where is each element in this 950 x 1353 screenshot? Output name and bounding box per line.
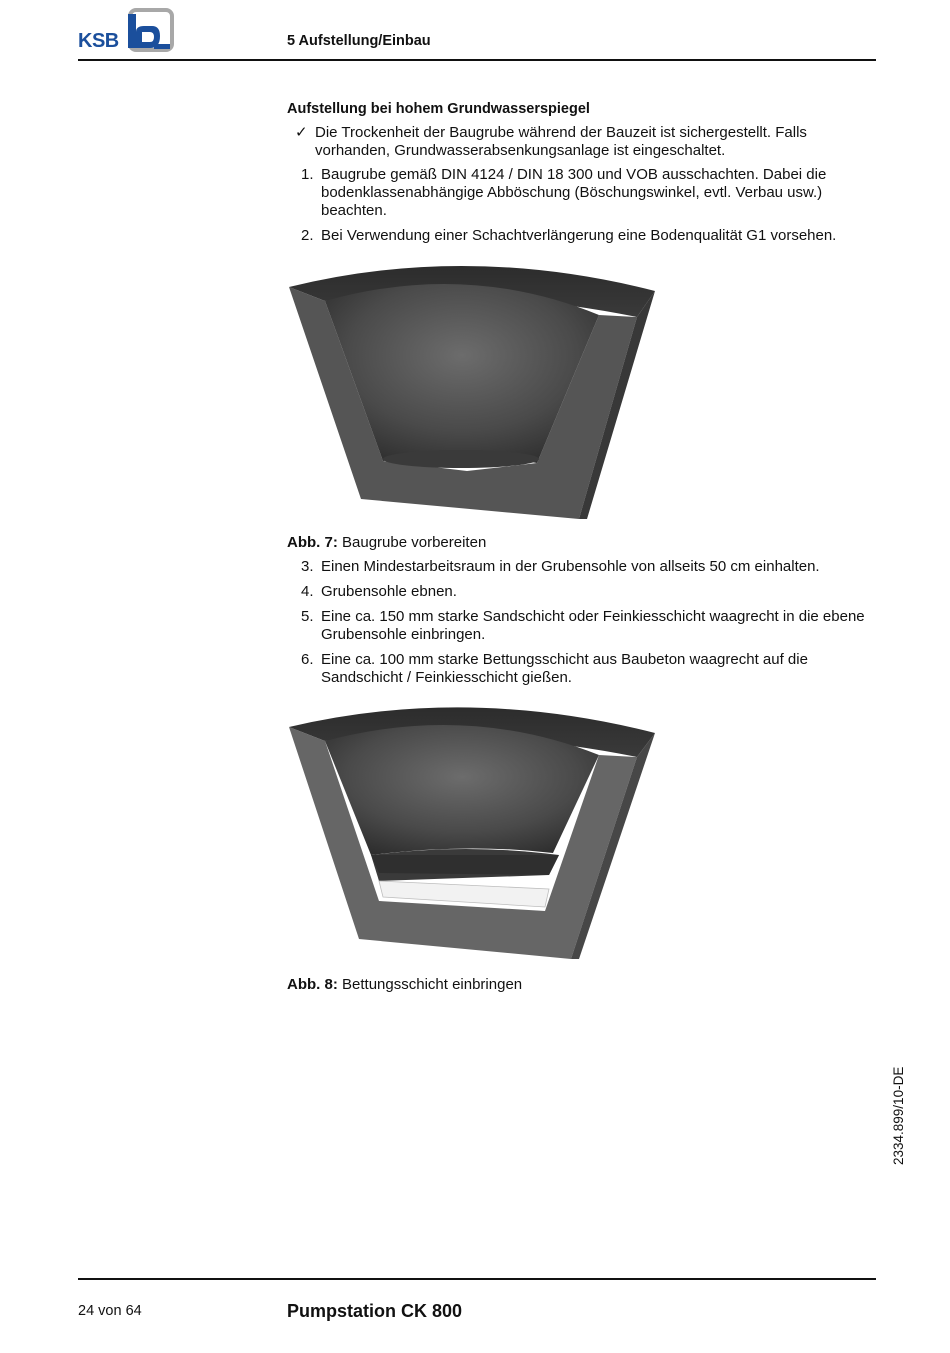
figure-caption bbox=[287, 976, 877, 994]
list-item bbox=[287, 558, 877, 576]
header-rule bbox=[78, 59, 876, 61]
footer-rule bbox=[78, 1278, 876, 1280]
ksb-logo-mark-icon bbox=[126, 8, 174, 54]
step-text: Grubensohle ebnen. bbox=[321, 583, 457, 600]
ksb-logo bbox=[78, 8, 176, 54]
step-text: Eine ca. 150 mm starke Sandschicht oder Feinkiesschicht waagrecht in die ebene Grubensohle einbringen. bbox=[321, 608, 865, 643]
step-number: 3. bbox=[301, 558, 314, 575]
figure-caption-text: Baugrube vorbereiten bbox=[342, 534, 487, 551]
step-text: Baugrube gemäß DIN 4124 / DIN 18 300 und VOB ausschachten. Dabei die bodenklassenabhängige Abböschung (Böschungswinkel, evtl. Verbau usw.) beachten. bbox=[321, 166, 827, 219]
figure-label: Abb. 7: bbox=[287, 534, 338, 551]
bedding-layer-illustration bbox=[287, 703, 667, 965]
steps-list-b bbox=[287, 558, 877, 687]
check-item bbox=[287, 124, 877, 160]
document-code: 2334.899/10-DE bbox=[891, 1066, 906, 1165]
section-heading: Aufstellung bei hohem Grundwasserspiegel bbox=[287, 101, 590, 117]
step-number: 5. bbox=[301, 608, 314, 625]
page-number: 24 von 64 bbox=[78, 1303, 142, 1319]
list-item bbox=[287, 608, 877, 644]
step-number: 1. bbox=[301, 166, 314, 183]
list-item bbox=[287, 227, 877, 245]
step-text: Bei Verwendung einer Schachtverlängerung eine Bodenqualität G1 vorsehen. bbox=[321, 227, 837, 244]
step-number: 4. bbox=[301, 583, 314, 600]
list-item bbox=[287, 166, 877, 220]
step-number: 2. bbox=[301, 227, 314, 244]
header-section-title: 5 Aufstellung/Einbau bbox=[287, 33, 431, 49]
check-item-text: Die Trockenheit der Baugrube während der Bauzeit ist sichergestellt. Falls vorhanden, Grundwasserabsenkungsanlage ist eingeschaltet. bbox=[315, 124, 807, 159]
document-title: Pumpstation CK 800 bbox=[287, 1301, 463, 1321]
figure-caption-text: Bettungsschicht einbringen bbox=[342, 976, 523, 993]
figure-caption bbox=[287, 534, 877, 552]
step-number: 6. bbox=[301, 651, 314, 668]
list-item bbox=[287, 583, 877, 601]
logo-text: KSB bbox=[78, 30, 119, 52]
step-text: Einen Mindestarbeitsraum in der Grubensohle von allseits 50 cm einhalten. bbox=[321, 558, 820, 575]
steps-list-a bbox=[287, 166, 877, 245]
step-text: Eine ca. 100 mm starke Bettungsschicht aus Baubeton waagrecht auf die Sandschicht / Feinkiesschicht gießen. bbox=[321, 651, 808, 686]
main-content bbox=[287, 100, 877, 1000]
figure-excavation-pit bbox=[287, 261, 877, 528]
figure-label: Abb. 8: bbox=[287, 976, 338, 993]
list-item bbox=[287, 651, 877, 687]
excavation-pit-illustration bbox=[287, 261, 667, 523]
figure-bedding-layer bbox=[287, 703, 877, 970]
checkmark-icon: ✓ bbox=[295, 124, 308, 141]
